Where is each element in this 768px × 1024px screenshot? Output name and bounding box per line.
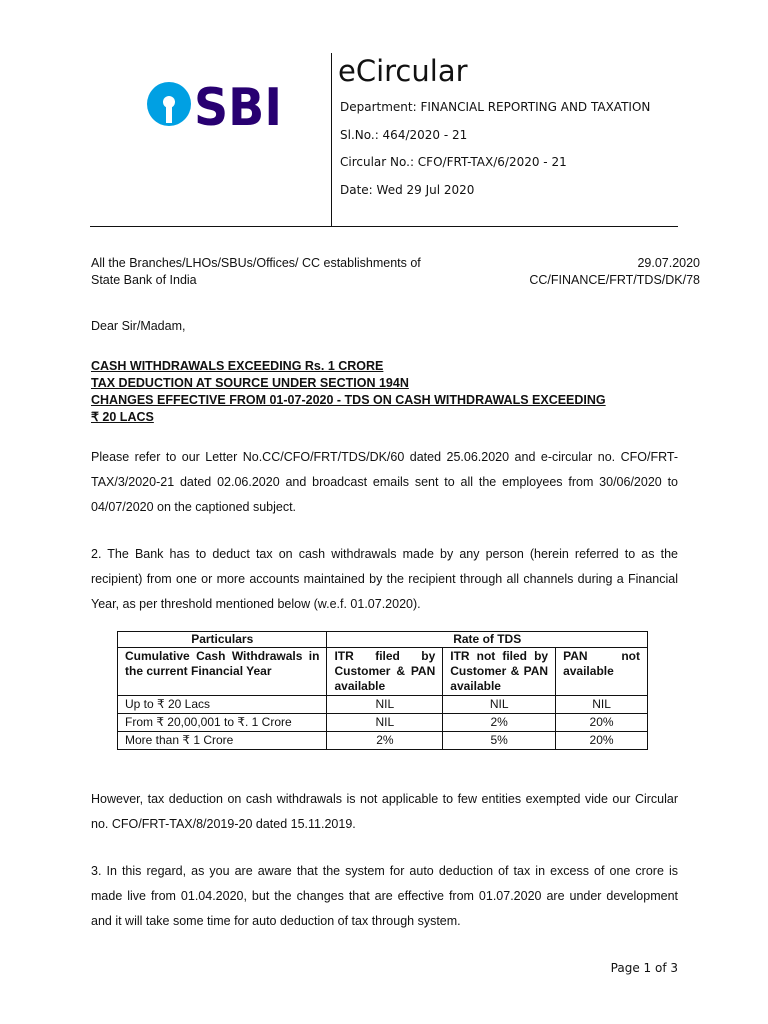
table-row xyxy=(118,696,648,714)
table-cell: NIL xyxy=(327,696,443,714)
subject-line-1: CASH WITHDRAWALS EXCEEDING Rs. 1 CRORE xyxy=(91,359,384,373)
table-cell: 20% xyxy=(556,732,648,750)
table-subheader-itr-filed: ITR filed by Customer & PAN available xyxy=(327,648,443,696)
table-row xyxy=(118,732,648,750)
paragraph-3: However, tax deduction on cash withdrawals is not applicable to few entities exempted vide our Circular no. CFO/FRT-TAX/8/2019-20 dated 15.11.2019. xyxy=(91,792,678,831)
circular-date: Date: Wed 29 Jul 2020 xyxy=(340,183,475,197)
subject-line-2: TAX DEDUCTION AT SOURCE UNDER SECTION 194N xyxy=(91,376,409,390)
circular-number: Circular No.: CFO/FRT-TAX/6/2020 - 21 xyxy=(340,155,567,169)
sbi-logo-graphic xyxy=(146,77,286,133)
table-cell: 20% xyxy=(556,714,648,732)
svg-text:SBI: SBI xyxy=(194,78,282,133)
table-cell: 2% xyxy=(443,714,556,732)
letter-reference: CC/FINANCE/FRT/TDS/DK/78 xyxy=(529,273,700,287)
ecircular-title: eCircular xyxy=(338,54,468,88)
table-cell: NIL xyxy=(443,696,556,714)
table-row xyxy=(118,714,648,732)
tds-rate-table xyxy=(117,631,648,750)
table-header-particulars: Particulars xyxy=(118,632,327,648)
table-cell: NIL xyxy=(327,714,443,732)
page-number: Page 1 of 3 xyxy=(610,961,678,975)
address-line-1: All the Branches/LHOs/SBUs/Offices/ CC establishments of xyxy=(91,256,421,270)
table-subheader-pan-not-available: PAN not available xyxy=(556,648,648,696)
table-cell: 5% xyxy=(443,732,556,750)
address-line-2: State Bank of India xyxy=(91,273,197,287)
table-header-rate: Rate of TDS xyxy=(327,632,648,648)
header-vertical-divider xyxy=(331,53,332,227)
table-cell: 2% xyxy=(327,732,443,750)
paragraph-1: Please refer to our Letter No.CC/CFO/FRT/TDS/DK/60 dated 25.06.2020 and e-circular no. CFO/FRT-TAX/3/2020-21 dated 02.06.2020 and broadcast emails sent to all the employees from 30/06/2020 to 04/07/2020 on the captioned subject. xyxy=(91,450,678,514)
table-cell-label: From ₹ 20,00,001 to ₹. 1 Crore xyxy=(118,714,327,732)
letter-date: 29.07.2020 xyxy=(637,256,700,270)
subject-line-3: CHANGES EFFECTIVE FROM 01-07-2020 - TDS ON CASH WITHDRAWALS EXCEEDING xyxy=(91,393,606,407)
table-cell-label: Up to ₹ 20 Lacs xyxy=(118,696,327,714)
paragraph-2: 2. The Bank has to deduct tax on cash withdrawals made by any person (herein referred to as the recipient) from one or more accounts maintained by the recipient through all channels during a Financial Year, as per threshold mentioned below (w.e.f. 01.07.2020). xyxy=(91,547,678,611)
subject-block xyxy=(91,358,606,426)
paragraph-4: 3. In this regard, as you are aware that the system for auto deduction of tax in excess of one crore is made live from 01.04.2020, but the changes that are effective from 01.07.2020 are under development and it will take some time for auto deduction of tax through system. xyxy=(91,864,678,928)
table-subheader-itr-not-filed: ITR not filed by Customer & PAN available xyxy=(443,648,556,696)
sbi-logo xyxy=(146,77,286,133)
table-subheader-withdrawals: Cumulative Cash Withdrawals in the current Financial Year xyxy=(118,648,327,696)
header-horizontal-divider xyxy=(90,226,678,227)
salutation: Dear Sir/Madam, xyxy=(91,319,186,333)
table-cell: NIL xyxy=(556,696,648,714)
table-cell-label: More than ₹ 1 Crore xyxy=(118,732,327,750)
department: Department: FINANCIAL REPORTING AND TAXATION xyxy=(340,100,651,114)
subject-line-4: ₹ 20 LACS xyxy=(91,410,154,424)
serial-number: Sl.No.: 464/2020 - 21 xyxy=(340,128,468,142)
